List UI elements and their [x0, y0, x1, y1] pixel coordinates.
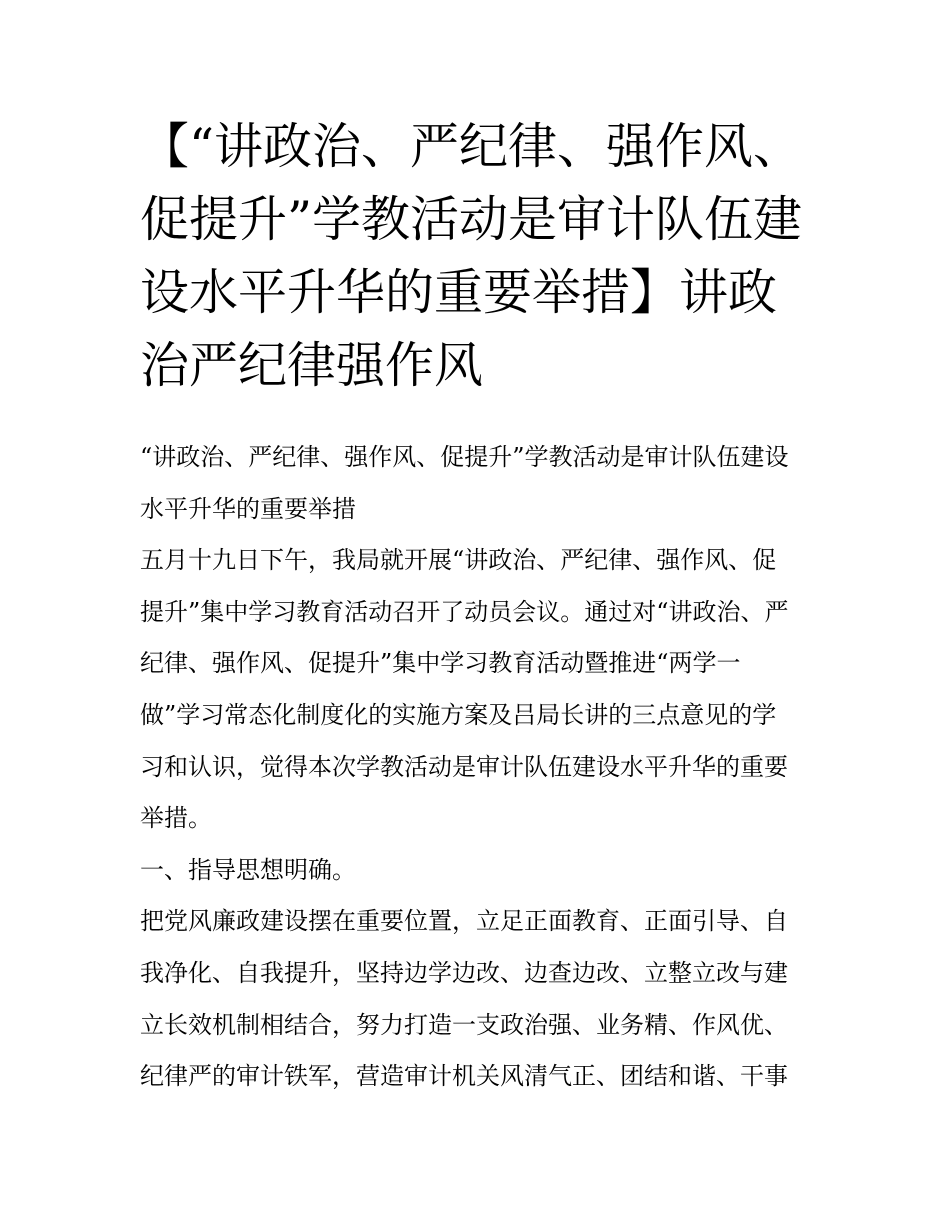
body-line: 五月十九日下午，我局就开展“讲政治、严纪律、强作风、促: [140, 546, 777, 575]
title-line: 设水平升华的重要举措】讲政: [140, 264, 778, 321]
body-line: 做”学习常态化制度化的实施方案及吕局长讲的三点意见的学: [140, 700, 777, 729]
body-line: 我净化、自我提升，坚持边学边改、边查边改、立整立改与建: [140, 958, 788, 987]
title-line: 促提升”学教活动是审计队伍建: [140, 191, 803, 248]
body-line: “讲政治、严纪律、强作风、促提升”学教活动是审计队伍建设: [140, 443, 789, 471]
body-line: 习和认识，觉得本次学教活动是审计队伍建设水平升华的重要: [140, 752, 788, 781]
section-heading: 一、指导思想明确。: [140, 855, 356, 884]
body-line: 纪律、强作风、促提升”集中学习教育活动暨推进“两学一: [140, 649, 741, 678]
body-line: 立长效机制相结合，努力打造一支政治强、业务精、作风优、: [140, 1010, 788, 1039]
title-line: 治严纪律强作风: [140, 337, 484, 394]
body-line: 把党风廉政建设摆在重要位置，立足正面教育、正面引导、自: [140, 907, 788, 936]
document-title: [140, 110, 830, 402]
title-line: 【“讲政治、严纪律、强作风、: [140, 118, 803, 175]
body-line: 纪律严的审计铁军，营造审计机关风清气正、团结和谐、干事: [140, 1062, 788, 1091]
body-line: 举措。: [140, 804, 212, 833]
body-line: 提升”集中学习教育活动召开了动员会议。通过对“讲政治、严: [140, 597, 789, 626]
body-line: 水平升华的重要举措: [140, 494, 356, 523]
document-body: [140, 432, 830, 1103]
